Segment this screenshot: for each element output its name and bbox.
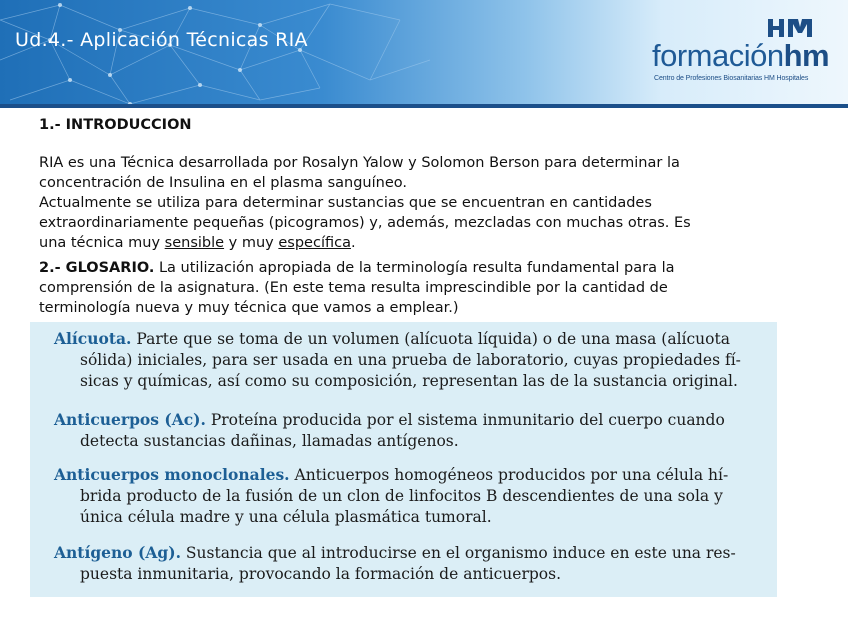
glossary-entry-alicuota: Alícuota. Parte que se toma de un volumen (alícuota líquida) o de una masa (alícuota sólida) iniciales, para ser usada en una prueba de laboratorio, cuyas propiedades fí- sicas y químicas, así como su composición, representan las de la sustancia original. <box>54 329 741 390</box>
glossary-image <box>30 322 777 597</box>
underlined-especifica: específica <box>278 235 351 251</box>
intro-paragraph-2: Actualmente se utiliza para determinar sustancias que se encuentran en cantidades extraordinariamente pequeñas (picogramos) y, además, mezcladas con muchas otras. Es una técnica muy sensible y muy específica. <box>39 195 691 251</box>
logo-subtitle: Centro de Profesiones Biosanitarias HM Hospitales <box>654 75 809 82</box>
section-heading-glosario: 2.- GLOSARIO. <box>39 260 155 276</box>
formacion-hm-logo <box>640 16 840 90</box>
slide-header <box>0 0 848 106</box>
glossary-entry-antigeno: Antígeno (Ag). Sustancia que al introducirse en el organismo induce en este una res- puesta inmunitaria, provocando la formación de anticuerpos. <box>54 543 736 583</box>
glossary-entry-anticuerpos: Anticuerpos (Ac). Proteína producida por el sistema inmunitario del cuerpo cuando detecta sustancias dañinas, llamadas antígenos. <box>54 410 725 450</box>
slide-title: Ud.4.- Aplicación Técnicas RIA <box>15 29 308 51</box>
glossary-entry-anticuerpos-monoclonales: Anticuerpos monoclonales. Anticuerpos homogéneos producidos por una célula hí- brida producto de la fusión de un clon de linfocitos B descendientes de una sola y única célula madre y una célula plasmática tumoral. <box>54 465 729 526</box>
underlined-sensible: sensible <box>164 235 225 251</box>
section-heading-introduccion: 1.- INTRODUCCION <box>39 117 192 133</box>
header-divider <box>0 104 848 108</box>
intro-paragraph-1: RIA es una Técnica desarrollada por Rosalyn Yalow y Solomon Berson para determinar la concentración de Insulina en el plasma sanguíneo. <box>39 155 680 191</box>
glosario-paragraph: 2.- GLOSARIO. La utilización apropiada de la terminología resulta fundamental para la comprensión de la asignatura. (En este tema resulta imprescindible por la cantidad de terminología nueva y muy técnica que vamos a emplear.) <box>39 260 675 316</box>
network-pattern-decoration <box>0 0 460 106</box>
slide-body <box>39 115 799 318</box>
hm-logo-mark-icon <box>768 19 814 37</box>
logo-wordmark: formaciónhm <box>652 38 830 73</box>
